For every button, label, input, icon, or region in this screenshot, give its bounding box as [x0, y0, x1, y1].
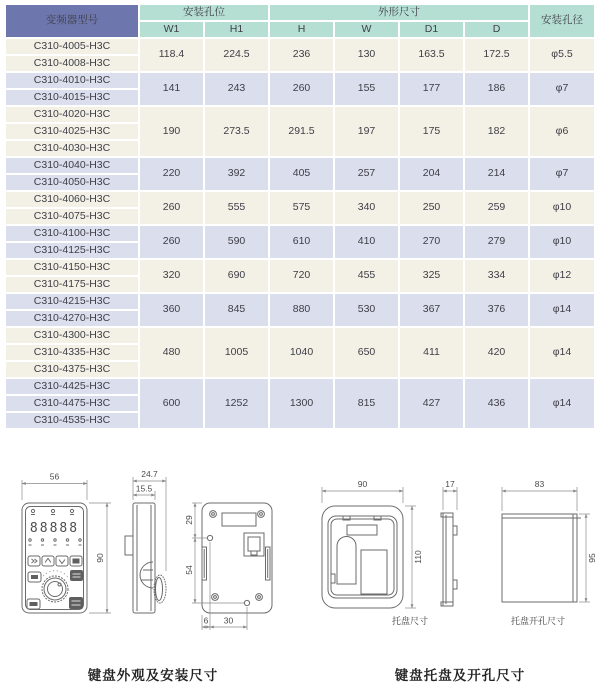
model-cell: C310-4005-H3C	[6, 39, 138, 54]
dim-cutout-width: 83	[534, 479, 545, 489]
table-row	[6, 379, 594, 394]
mounting-hole-top	[207, 535, 212, 540]
value-cell: 204	[400, 158, 463, 190]
model-cell: C310-4020-H3C	[6, 107, 138, 122]
header-col-d: D	[465, 22, 528, 37]
table-row	[6, 192, 594, 207]
value-cell: 1040	[270, 328, 333, 377]
model-cell: C310-4050-H3C	[6, 175, 138, 190]
dim-keypad-width: 56	[49, 471, 60, 482]
keypad-front-dimensions	[22, 472, 111, 614]
dim-back-hole-span: 54	[184, 565, 194, 575]
table-row	[6, 73, 594, 88]
value-cell: 530	[335, 294, 398, 326]
mounting-hole-bottom	[244, 600, 249, 605]
technical-drawings	[0, 456, 600, 695]
rj45-port-icon	[244, 533, 264, 556]
model-cell: C310-4375-H3C	[6, 362, 138, 377]
header-model: 变频器型号	[6, 5, 138, 37]
value-cell: 590	[205, 226, 268, 258]
value-cell: φ6	[530, 107, 594, 156]
mk-button	[28, 572, 41, 582]
header-row-1	[6, 5, 594, 20]
value-cell: 172.5	[465, 39, 528, 71]
table-row	[6, 226, 594, 241]
value-cell: 291.5	[270, 107, 333, 156]
side-rail-left	[202, 547, 207, 580]
value-cell: 405	[270, 158, 333, 190]
tray-view-label: 托盘尺寸	[391, 616, 429, 626]
model-cell: C310-4075-H3C	[6, 209, 138, 224]
dim-back-hole-off: 6	[203, 615, 209, 626]
value-cell: 455	[335, 260, 398, 292]
run-button	[27, 599, 40, 609]
keypad-front-view	[22, 503, 87, 613]
value-cell: 190	[140, 107, 203, 156]
model-cell: C310-4425-H3C	[6, 379, 138, 394]
potentiometer-knob	[41, 571, 69, 602]
value-cell: 243	[205, 73, 268, 105]
tray-cutout-view	[502, 514, 581, 602]
model-cell: C310-4040-H3C	[6, 158, 138, 173]
value-cell: 260	[140, 192, 203, 224]
value-cell: 1300	[270, 379, 333, 428]
value-cell: φ14	[530, 379, 594, 428]
value-cell: 555	[205, 192, 268, 224]
seven-segment-display: 88888	[29, 521, 80, 536]
value-cell: 815	[335, 379, 398, 428]
dim-cutout-height: 95	[587, 553, 597, 563]
enter-button	[70, 556, 82, 566]
tray-front-dimensions	[322, 479, 428, 626]
model-cell: C310-4010-H3C	[6, 73, 138, 88]
table-row	[6, 260, 594, 275]
value-cell: 118.4	[140, 39, 203, 71]
header-hole-diameter: 安装孔径	[530, 5, 594, 37]
value-cell: 130	[335, 39, 398, 71]
value-cell: 392	[205, 158, 268, 190]
value-cell: 155	[335, 73, 398, 105]
table-row	[6, 107, 594, 122]
value-cell: φ14	[530, 294, 594, 326]
value-cell: 220	[140, 158, 203, 190]
dim-tray-depth: 17	[445, 479, 455, 489]
table-row	[6, 158, 594, 173]
value-cell: 411	[400, 328, 463, 377]
tray-front-view	[322, 506, 403, 608]
side-rail-right	[266, 547, 271, 580]
tray-side-view	[441, 513, 457, 606]
value-cell: 175	[400, 107, 463, 156]
value-cell: 1252	[205, 379, 268, 428]
dim-keypad-depth-body: 15.5	[135, 483, 153, 494]
header-mount-holes: 安装孔位	[140, 5, 268, 20]
value-cell: 340	[335, 192, 398, 224]
model-cell: C310-4300-H3C	[6, 328, 138, 343]
value-cell: 690	[205, 260, 268, 292]
value-cell: 279	[465, 226, 528, 258]
value-cell: 141	[140, 73, 203, 105]
model-cell: C310-4030-H3C	[6, 141, 138, 156]
value-cell: 880	[270, 294, 333, 326]
value-cell: 376	[465, 294, 528, 326]
model-cell: C310-4015-H3C	[6, 90, 138, 105]
value-cell: 273.5	[205, 107, 268, 156]
value-cell: 410	[335, 226, 398, 258]
value-cell: φ7	[530, 73, 594, 105]
keypad-side-view	[125, 503, 166, 613]
caption-tray: 键盘托盘及开孔尺寸	[394, 668, 526, 683]
model-cell: C310-4150-H3C	[6, 260, 138, 275]
value-cell: 360	[140, 294, 203, 326]
value-cell: 214	[465, 158, 528, 190]
value-cell: 480	[140, 328, 203, 377]
dim-back-hole-pitch: 30	[223, 615, 234, 626]
table-row	[6, 39, 594, 54]
value-cell: 250	[400, 192, 463, 224]
value-cell: 1005	[205, 328, 268, 377]
dim-tray-height: 110	[413, 550, 423, 564]
model-cell: C310-4270-H3C	[6, 311, 138, 326]
value-cell: 334	[465, 260, 528, 292]
value-cell: 575	[270, 192, 333, 224]
header-col-h: H	[270, 22, 333, 37]
keypad-back-dimensions	[184, 503, 247, 630]
model-cell: C310-4335-H3C	[6, 345, 138, 360]
mode-button	[70, 570, 83, 581]
value-cell: 186	[465, 73, 528, 105]
model-cell: C310-4125-H3C	[6, 243, 138, 258]
value-cell: φ12	[530, 260, 594, 292]
value-cell: φ10	[530, 192, 594, 224]
model-cell: C310-4025-H3C	[6, 124, 138, 139]
value-cell: 367	[400, 294, 463, 326]
table-row	[6, 328, 594, 343]
value-cell: 650	[335, 328, 398, 377]
value-cell: 320	[140, 260, 203, 292]
header-col-h1: H1	[205, 22, 268, 37]
up-button	[42, 556, 54, 566]
value-cell: 260	[270, 73, 333, 105]
value-cell: 177	[400, 73, 463, 105]
model-cell: C310-4475-H3C	[6, 396, 138, 411]
header-col-d1: D1	[400, 22, 463, 37]
value-cell: 436	[465, 379, 528, 428]
status-led-icons	[31, 509, 74, 514]
dim-back-hole-top: 29	[184, 515, 194, 525]
dim-tray-width: 90	[357, 479, 368, 489]
value-cell: 427	[400, 379, 463, 428]
header-col-w: W	[335, 22, 398, 37]
value-cell: 270	[400, 226, 463, 258]
dimension-table	[4, 3, 596, 430]
value-cell: 182	[465, 107, 528, 156]
value-cell: 325	[400, 260, 463, 292]
keyhole-slot	[337, 537, 356, 585]
value-cell: 224.5	[205, 39, 268, 71]
unit-led-icons	[29, 539, 82, 545]
value-cell: 260	[140, 226, 203, 258]
model-cell: C310-4215-H3C	[6, 294, 138, 309]
value-cell: 163.5	[400, 39, 463, 71]
value-cell: 257	[335, 158, 398, 190]
stop-reset-button	[69, 597, 83, 609]
value-cell: 236	[270, 39, 333, 71]
header-col-w1: W1	[140, 22, 203, 37]
value-cell: 420	[465, 328, 528, 377]
value-cell: φ10	[530, 226, 594, 258]
tray-cutout-dimensions	[502, 479, 597, 626]
table-row	[6, 294, 594, 309]
value-cell: 845	[205, 294, 268, 326]
value-cell: 259	[465, 192, 528, 224]
shift-button	[28, 556, 40, 566]
tray-side-dimensions	[443, 479, 457, 510]
value-cell: φ5.5	[530, 39, 594, 71]
value-cell: 197	[335, 107, 398, 156]
cutout-view-label: 托盘开孔尺寸	[510, 616, 566, 626]
dim-keypad-depth-total: 24.7	[141, 469, 158, 479]
down-button	[56, 556, 68, 566]
model-cell: C310-4008-H3C	[6, 56, 138, 71]
keypad-back-view	[202, 503, 272, 613]
model-cell: C310-4535-H3C	[6, 413, 138, 428]
value-cell: φ7	[530, 158, 594, 190]
model-cell: C310-4175-H3C	[6, 277, 138, 292]
caption-keypad: 键盘外观及安装尺寸	[87, 668, 219, 683]
value-cell: 720	[270, 260, 333, 292]
model-cell: C310-4100-H3C	[6, 226, 138, 241]
value-cell: φ14	[530, 328, 594, 377]
dim-keypad-height: 90	[95, 553, 105, 563]
value-cell: 600	[140, 379, 203, 428]
keypad-side-dimensions	[133, 469, 166, 571]
value-cell: 610	[270, 226, 333, 258]
header-outline: 外形尺寸	[270, 5, 528, 20]
model-cell: C310-4060-H3C	[6, 192, 138, 207]
